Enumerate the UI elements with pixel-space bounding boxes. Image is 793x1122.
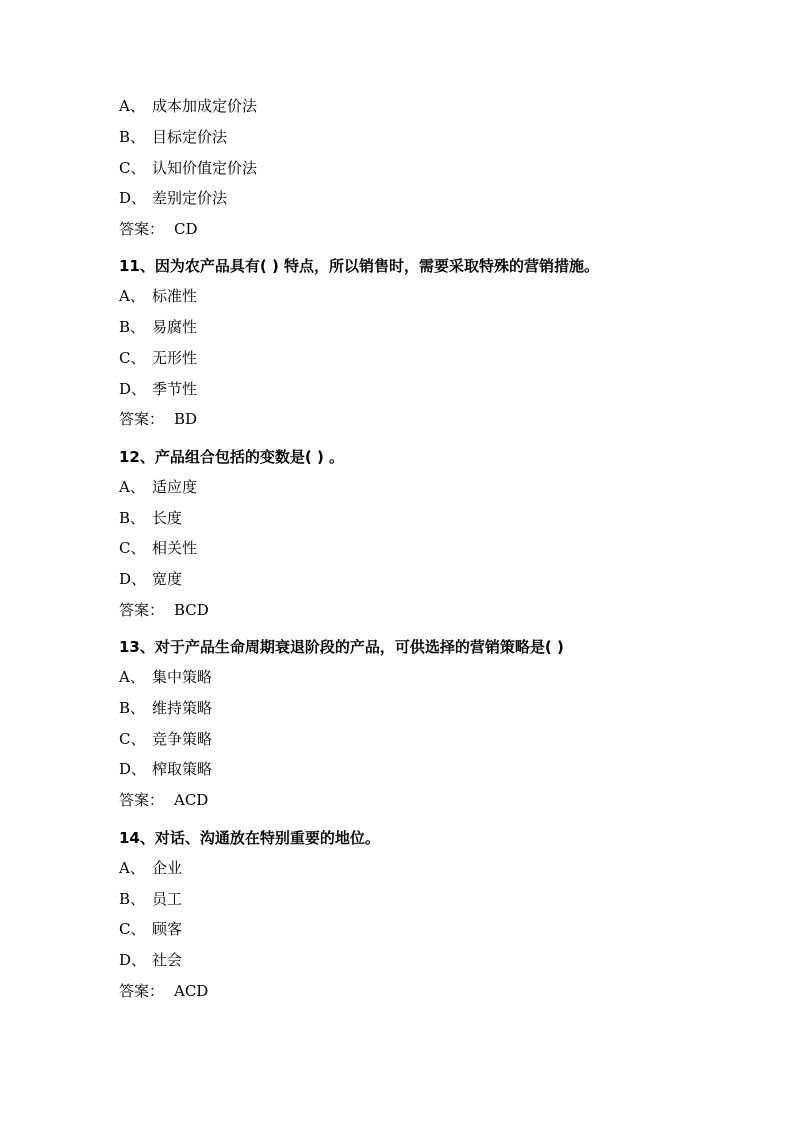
option-a (119, 477, 197, 497)
option-b (119, 127, 227, 147)
option-text: 认知价值定价法 (152, 159, 258, 177)
option-a (119, 858, 182, 878)
option-letter: D、 (119, 951, 147, 969)
option-text: 差别定价法 (152, 189, 228, 207)
option-letter: A、 (119, 478, 145, 496)
option-letter: B、 (119, 699, 146, 717)
option-letter: C、 (119, 920, 146, 938)
option-letter: A、 (119, 859, 145, 877)
option-text: 维持策略 (152, 699, 213, 717)
option-text: 榨取策略 (152, 760, 213, 778)
option-text: 竞争策略 (152, 730, 213, 748)
answer-label: 答案： (119, 982, 165, 1000)
option-letter: B、 (119, 128, 146, 146)
option-c (119, 158, 257, 178)
option-letter: C、 (119, 539, 146, 557)
option-text: 员工 (152, 890, 183, 908)
option-text: 目标定价法 (152, 128, 228, 146)
option-d (119, 569, 182, 589)
option-a (119, 286, 197, 306)
answer-line (119, 409, 197, 429)
option-d (119, 188, 227, 208)
option-text: 相关性 (152, 539, 198, 557)
option-b (119, 698, 212, 718)
option-text: 适应度 (152, 478, 198, 496)
option-b (119, 889, 182, 909)
option-d (119, 759, 212, 779)
option-text: 顾客 (152, 920, 183, 938)
option-text: 成本加成定价法 (152, 97, 258, 115)
option-letter: C、 (119, 349, 146, 367)
option-letter: B、 (119, 890, 146, 908)
option-letter: B、 (119, 318, 146, 336)
option-text: 标准性 (152, 287, 198, 305)
question-14: 14、对话、沟通放在特别重要的地位。 (119, 829, 380, 847)
answer-line (119, 600, 209, 620)
option-text: 季节性 (152, 380, 198, 398)
option-letter: A、 (119, 668, 145, 686)
answer-label: 答案： (119, 220, 165, 238)
answer-line (119, 790, 208, 810)
option-letter: D、 (119, 380, 147, 398)
answer-value: BCD (174, 601, 209, 619)
option-a (119, 96, 257, 116)
answer-value: BD (174, 410, 198, 428)
question-13: 13、对于产品生命周期衰退阶段的产品，可供选择的营销策略是( ) (119, 638, 564, 656)
option-letter: D、 (119, 189, 147, 207)
option-c (119, 729, 212, 749)
option-text: 易腐性 (152, 318, 198, 336)
answer-value: ACD (174, 982, 209, 1000)
option-text: 无形性 (152, 349, 198, 367)
option-letter: D、 (119, 760, 147, 778)
answer-line (119, 981, 208, 1001)
question-11: 11、因为农产品具有( ) 特点，所以销售时，需要采取特殊的营销措施。 (119, 257, 600, 275)
option-letter: C、 (119, 730, 146, 748)
option-text: 长度 (152, 509, 183, 527)
option-text: 宽度 (152, 570, 183, 588)
answer-value: ACD (174, 791, 209, 809)
option-c (119, 348, 197, 368)
option-letter: C、 (119, 159, 146, 177)
option-letter: A、 (119, 97, 145, 115)
answer-value: CD (174, 220, 198, 238)
option-c (119, 919, 182, 939)
option-letter: B、 (119, 509, 146, 527)
option-letter: D、 (119, 570, 147, 588)
option-d (119, 950, 182, 970)
answer-label: 答案： (119, 791, 165, 809)
answer-line (119, 219, 198, 239)
answer-label: 答案： (119, 601, 165, 619)
option-text: 社会 (152, 951, 183, 969)
option-c (119, 538, 197, 558)
option-b (119, 317, 197, 337)
question-12: 12、产品组合包括的变数是( ) 。 (119, 448, 345, 466)
answer-label: 答案： (119, 410, 165, 428)
option-d (119, 379, 197, 399)
option-text: 企业 (152, 859, 183, 877)
option-letter: A、 (119, 287, 145, 305)
option-a (119, 667, 212, 687)
option-text: 集中策略 (152, 668, 213, 686)
option-b (119, 508, 182, 528)
